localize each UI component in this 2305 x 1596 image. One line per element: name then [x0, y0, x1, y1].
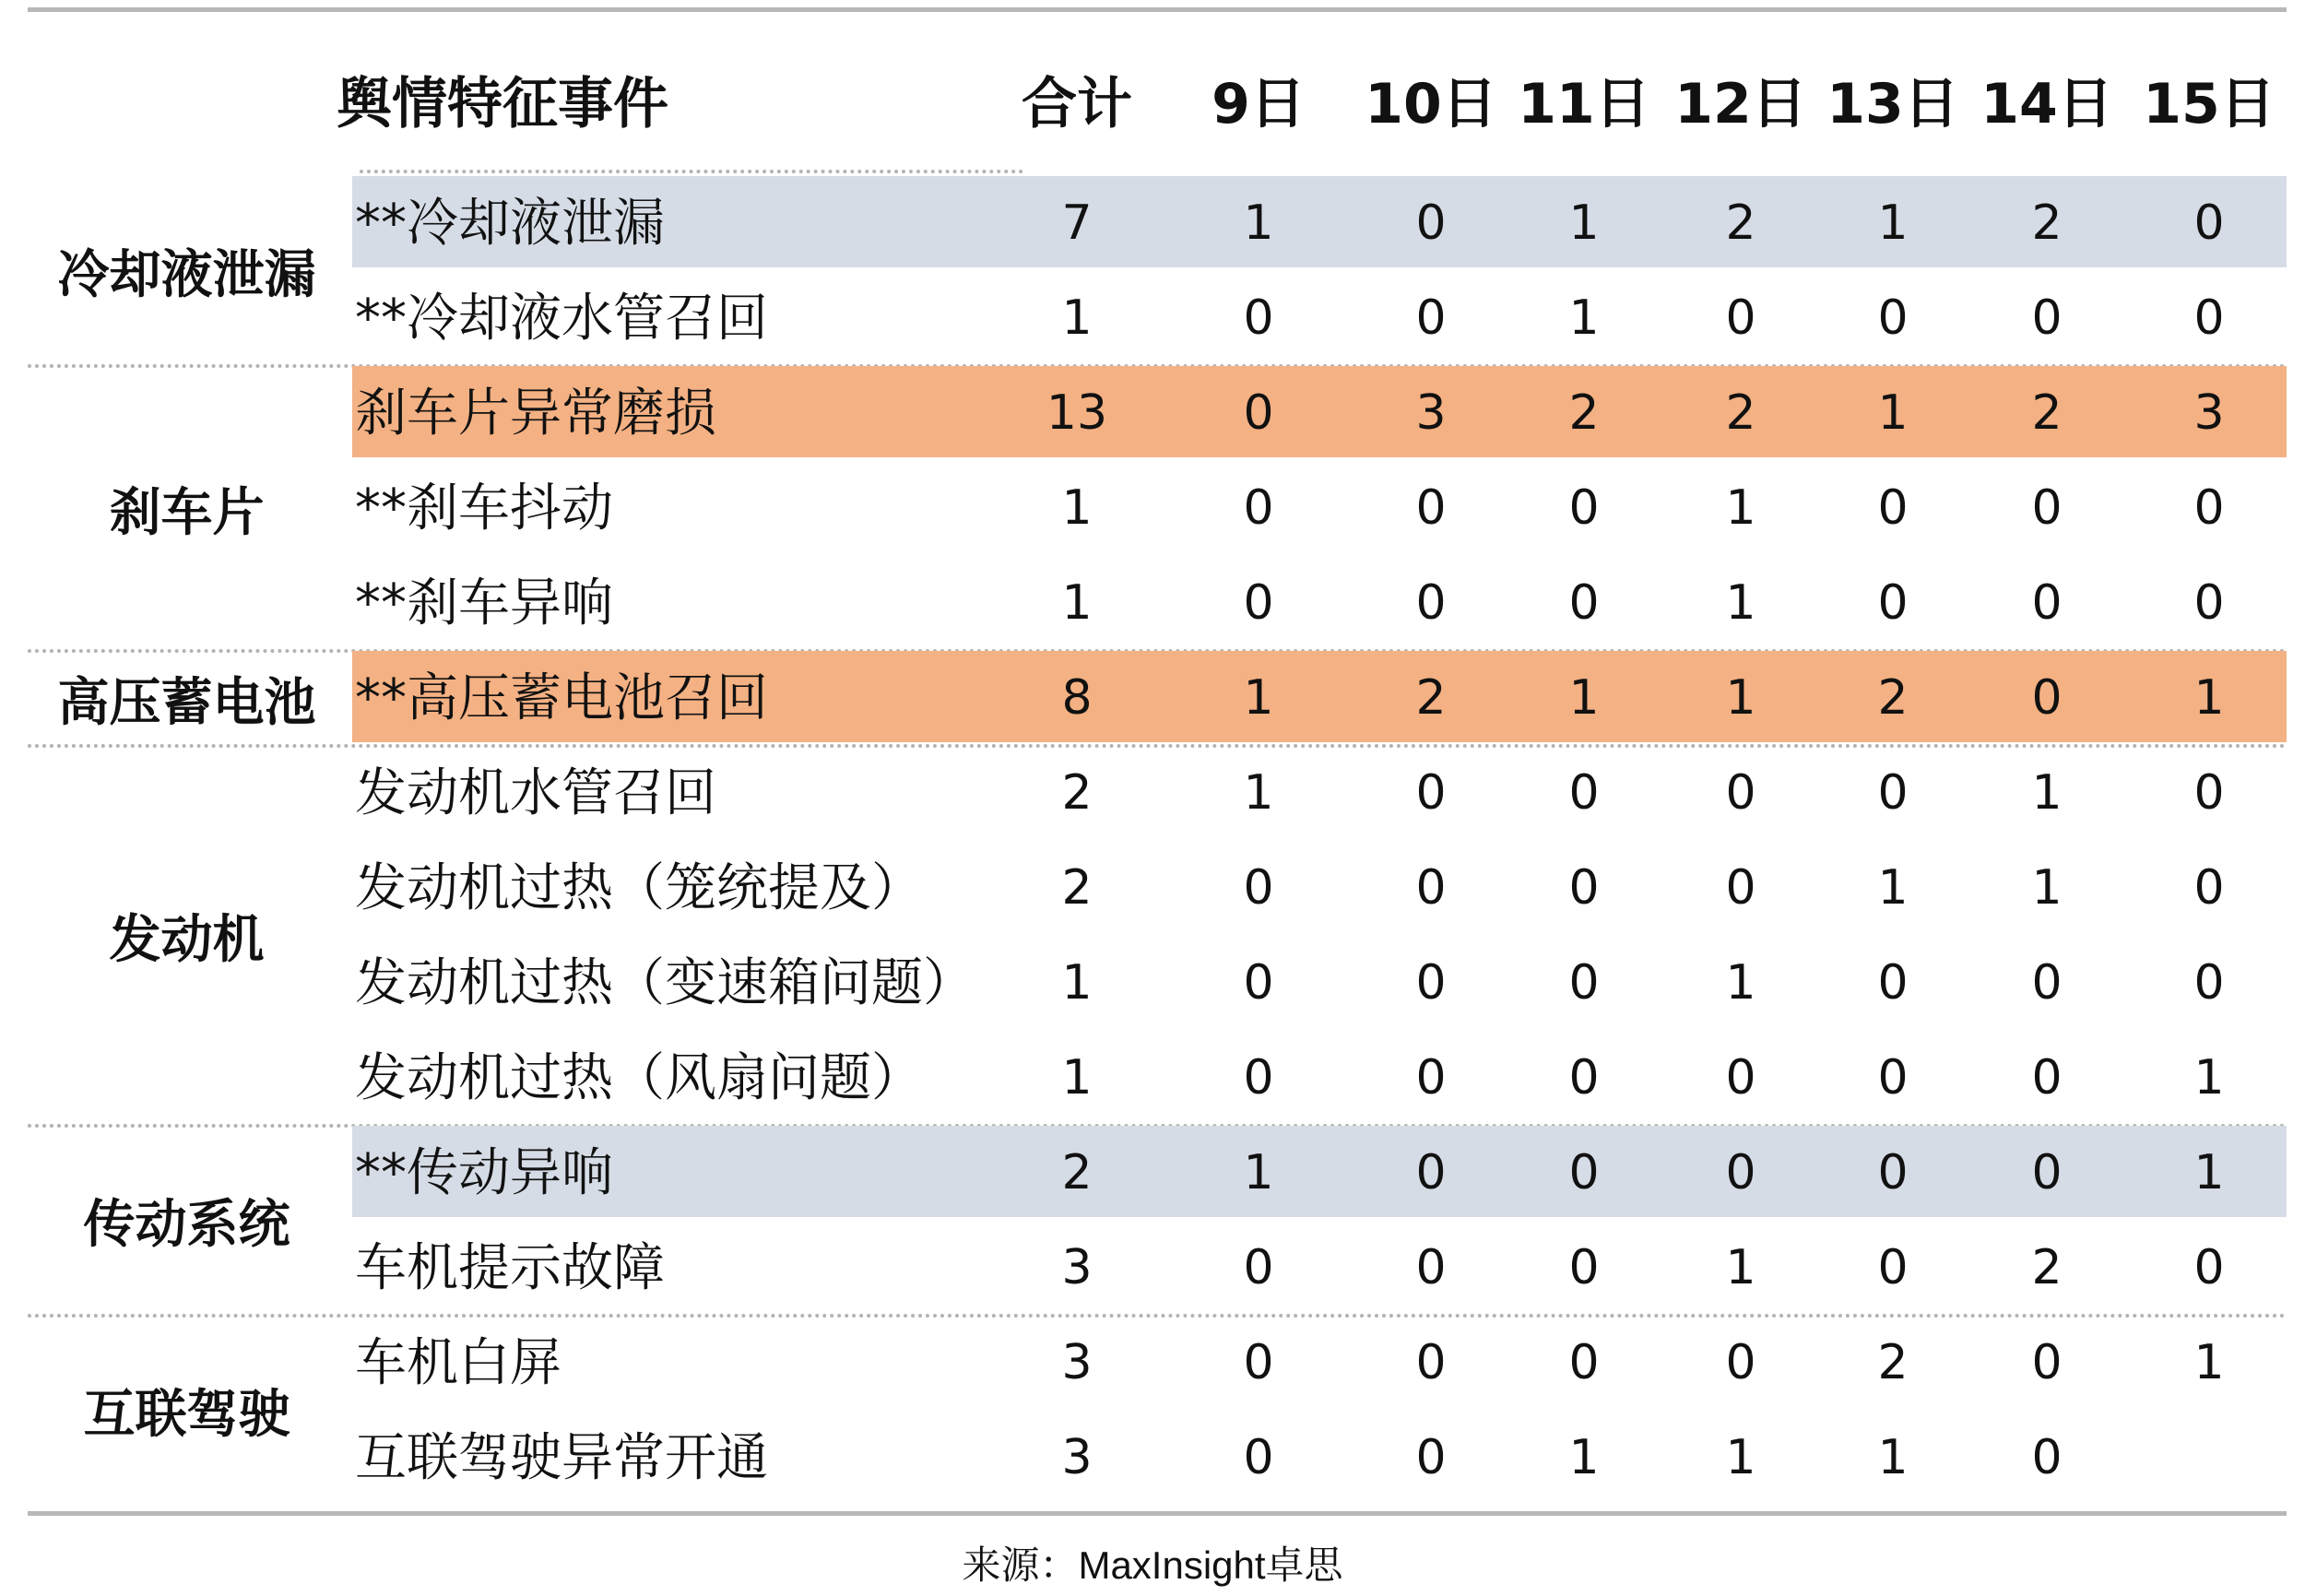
cell-value: 0	[1725, 860, 1756, 916]
event-label: 发动机过热（变速箱问题）	[355, 953, 975, 1013]
cell-value: 1	[1568, 1430, 1600, 1485]
cell-value: 1	[1725, 1240, 1756, 1295]
cell-value: 8	[1061, 670, 1093, 726]
cell-value: 2	[1061, 860, 1093, 916]
cell-value: 0	[1243, 955, 1274, 1011]
cell-value: 3	[2193, 385, 2225, 441]
cell-value: 0	[2031, 290, 2063, 346]
cell-value: 0	[2031, 575, 2063, 631]
cell-value: 1	[1243, 670, 1274, 726]
cell-value: 1	[2193, 1050, 2225, 1105]
event-label: 车机提示故障	[355, 1238, 665, 1298]
cell-value: 0	[2031, 1145, 2063, 1200]
cell-value: 1	[1568, 195, 1600, 251]
cell-value: 0	[1415, 860, 1447, 916]
cell-value: 1	[2193, 1145, 2225, 1200]
cell-value: 0	[2031, 1050, 2063, 1105]
cell-value: 1	[1877, 385, 1909, 441]
header-col: 合计	[1022, 72, 1132, 136]
cell-value: 0	[1415, 1430, 1447, 1485]
header-col: 9日	[1212, 72, 1306, 136]
event-label: 发动机水管召回	[355, 763, 716, 823]
cell-value: 0	[1568, 1335, 1600, 1390]
event-label: 发动机过热（风扇问题）	[355, 1048, 923, 1108]
cell-value: 3	[1061, 1430, 1093, 1485]
header-col: 13日	[1826, 72, 1959, 136]
category-label: 刹车片	[109, 482, 265, 543]
cell-value: 0	[1877, 1145, 1909, 1200]
cell-value: 1	[1725, 955, 1756, 1011]
header-col: 14日	[1980, 72, 2113, 136]
cell-value: 1	[1061, 1050, 1093, 1105]
cell-value: 0	[1725, 1335, 1756, 1390]
cell-value: 0	[1568, 1050, 1600, 1105]
cell-value: 7	[1061, 195, 1093, 251]
header-col: 12日	[1674, 72, 1807, 136]
cell-value: 0	[2193, 765, 2225, 821]
cell-value: 0	[1877, 955, 1909, 1011]
cell-value: 0	[2031, 480, 2063, 536]
cell-value: 1	[2193, 1335, 2225, 1390]
cell-value: 1	[1243, 765, 1274, 821]
cell-value: 0	[1725, 765, 1756, 821]
cell-value: 1	[1061, 955, 1093, 1011]
header-col: 15日	[2143, 72, 2275, 136]
event-label: **刹车抖动	[355, 479, 613, 538]
cell-value: 0	[1415, 195, 1447, 251]
bottom-rule	[28, 1511, 2287, 1516]
cell-value: 3	[1415, 385, 1447, 441]
header-dotted-rule	[360, 170, 1023, 173]
cell-value: 0	[1415, 955, 1447, 1011]
cell-value: 0	[1725, 1050, 1756, 1105]
header-col: 10日	[1365, 72, 1497, 136]
cell-value: 0	[1415, 1240, 1447, 1295]
cell-value: 1	[2031, 765, 2063, 821]
cell-value: 2	[1725, 385, 1756, 441]
cell-value: 0	[1415, 480, 1447, 536]
cell-value: 0	[1568, 860, 1600, 916]
cell-value: 0	[1243, 860, 1274, 916]
cell-value: 2	[1415, 670, 1447, 726]
cell-value: 0	[1243, 385, 1274, 441]
event-label: 互联驾驶异常开通	[355, 1428, 768, 1488]
cell-value: 0	[1243, 1240, 1274, 1295]
cell-value: 1	[1568, 290, 1600, 346]
cell-value: 0	[2193, 1240, 2225, 1295]
cell-value: 0	[2193, 955, 2225, 1011]
cell-value: 0	[1725, 290, 1756, 346]
cell-value: 0	[2193, 290, 2225, 346]
cell-value: 13	[1046, 385, 1108, 441]
category-label: 高压蓄电池	[57, 672, 316, 733]
cell-value: 2	[2031, 385, 2063, 441]
cell-value: 1	[1877, 860, 1909, 916]
cell-value: 0	[1415, 290, 1447, 346]
category-label: 发动机	[109, 910, 265, 970]
source-note: 来源：MaxInsight卓思	[962, 1543, 1343, 1587]
cell-value: 1	[1725, 1430, 1756, 1485]
cell-value: 0	[1243, 290, 1274, 346]
cell-value: 1	[1725, 575, 1756, 631]
cell-value: 2	[1061, 1145, 1093, 1200]
cell-value: 2	[1725, 195, 1756, 251]
cell-value: 0	[1243, 1430, 1274, 1485]
event-label: **冷却液水管召回	[355, 289, 768, 349]
cell-value: 0	[1568, 765, 1600, 821]
cell-value: 1	[1725, 480, 1756, 536]
category-label: 传动系统	[83, 1195, 290, 1255]
cell-value: 0	[1877, 1050, 1909, 1105]
cell-value: 0	[1877, 290, 1909, 346]
cell-value: 2	[1877, 670, 1909, 726]
cell-value: 0	[2193, 860, 2225, 916]
cell-value: 1	[2193, 670, 2225, 726]
cell-value: 0	[1415, 1050, 1447, 1105]
cell-value: 1	[1877, 1430, 1909, 1485]
cell-value: 0	[1877, 765, 1909, 821]
top-rule	[28, 7, 2287, 12]
category-label: 互联驾驶	[83, 1385, 290, 1445]
event-label: **冷却液泄漏	[355, 194, 665, 254]
cell-value: 0	[2193, 195, 2225, 251]
cell-value: 0	[1415, 1335, 1447, 1390]
cell-value: 0	[2031, 1335, 2063, 1390]
cell-value: 0	[1415, 1145, 1447, 1200]
event-label: 发动机过热（笼统提及）	[355, 858, 923, 918]
cell-value: 3	[1061, 1240, 1093, 1295]
cell-value: 0	[1243, 480, 1274, 536]
cell-value: 0	[1877, 480, 1909, 536]
cell-value: 0	[1243, 1335, 1274, 1390]
cell-value: 0	[1243, 1050, 1274, 1105]
cell-value: 1	[1725, 670, 1756, 726]
cell-value: 0	[1725, 1145, 1756, 1200]
cell-value: 1	[1243, 1145, 1274, 1200]
cell-value: 0	[1568, 955, 1600, 1011]
cell-value: 1	[1568, 670, 1600, 726]
cell-value: 0	[2193, 480, 2225, 536]
cell-value: 0	[1568, 1240, 1600, 1295]
event-label: **高压蓄电池召回	[355, 668, 768, 728]
cell-value: 1	[1243, 195, 1274, 251]
cell-value: 2	[2031, 195, 2063, 251]
cell-value: 0	[2031, 670, 2063, 726]
cell-value: 1	[1061, 290, 1093, 346]
cell-value: 0	[2031, 1430, 2063, 1485]
cell-value: 1	[1061, 575, 1093, 631]
category-label: 冷却液泄漏	[57, 245, 316, 305]
cell-value: 2	[1568, 385, 1600, 441]
cell-value: 0	[2031, 955, 2063, 1011]
cell-value: 0	[1415, 575, 1447, 631]
cell-value: 0	[1415, 765, 1447, 821]
event-label: **刹车异响	[355, 573, 613, 633]
cell-value: 1	[2031, 860, 2063, 916]
event-label: 车机白屏	[355, 1333, 561, 1393]
cell-value: 0	[1243, 575, 1274, 631]
cell-value: 2	[1877, 1335, 1909, 1390]
cell-value: 0	[2193, 575, 2225, 631]
cell-value: 3	[1061, 1335, 1093, 1390]
data-table	[28, 7, 2287, 1501]
cell-value: 0	[1877, 575, 1909, 631]
cell-value: 0	[1568, 1145, 1600, 1200]
event-label: 刹车片异常磨损	[355, 384, 716, 443]
header-col: 11日	[1518, 72, 1650, 136]
cell-value: 0	[1568, 575, 1600, 631]
cell-value: 0	[1568, 480, 1600, 536]
cell-value: 0	[1877, 1240, 1909, 1295]
header-event: 舆情特征事件	[337, 72, 668, 136]
cell-value: 1	[1061, 480, 1093, 536]
event-label: **传动异响	[355, 1143, 613, 1203]
cell-value: 2	[1061, 765, 1093, 821]
cell-value: 2	[2031, 1240, 2063, 1295]
cell-value: 1	[1877, 195, 1909, 251]
